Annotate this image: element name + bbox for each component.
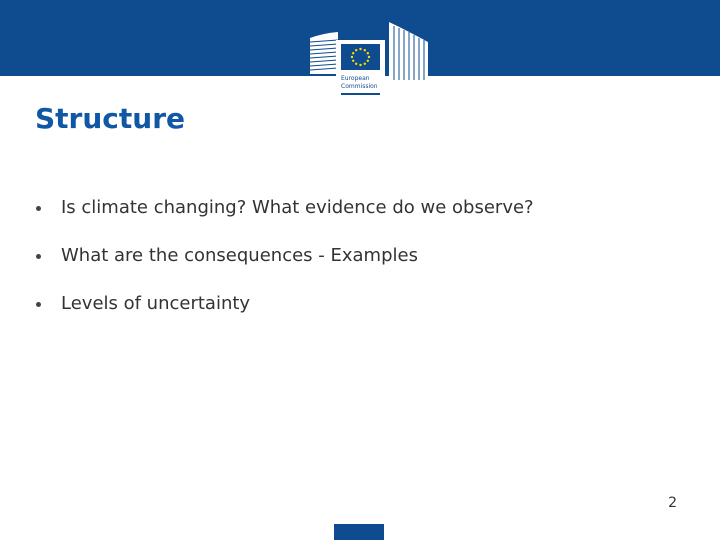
slide-title: Structure <box>35 102 186 135</box>
bullet-item <box>36 289 534 319</box>
european-commission-logo <box>308 18 430 100</box>
bullet-item <box>36 193 534 223</box>
logo-text-line1: European <box>341 75 370 82</box>
bullet-text: What are the consequences - Examples <box>61 245 418 266</box>
logo-right-wing <box>389 22 428 80</box>
bullet-list <box>36 193 534 337</box>
bullet-text: Levels of uncertainty <box>61 293 251 314</box>
bullet-text: Is climate changing? What evidence do we observe? <box>61 197 534 218</box>
berlaymont-building-icon <box>308 18 430 100</box>
bullet-dot-icon <box>36 206 41 211</box>
footer-tab <box>334 524 384 540</box>
logo-text-line2: Commission <box>341 83 378 90</box>
bullet-item <box>36 241 534 271</box>
logo-left-wing <box>310 32 338 74</box>
bullet-dot-icon <box>36 302 41 307</box>
page-number: 2 <box>668 495 677 511</box>
bullet-dot-icon <box>36 254 41 259</box>
